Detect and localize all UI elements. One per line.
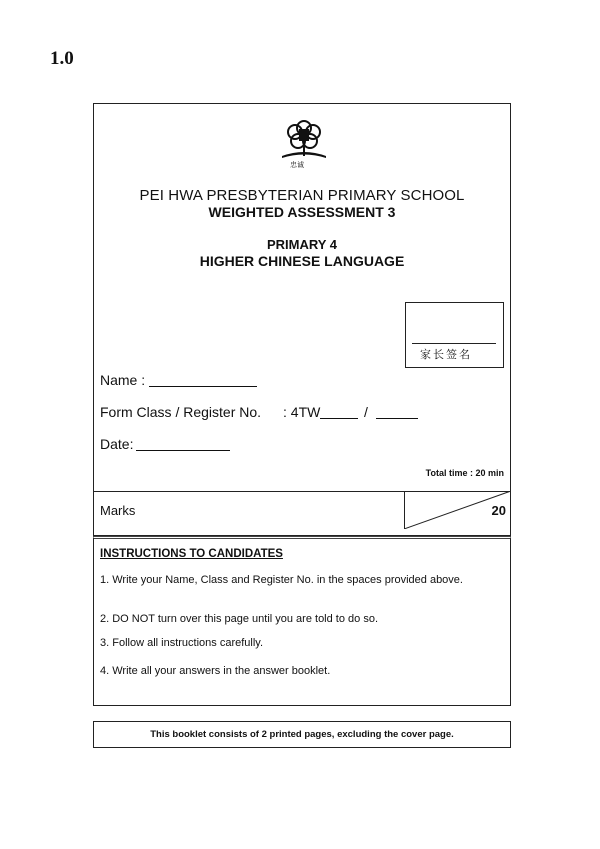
instruction-item: 3. Follow all instructions carefully.	[100, 637, 264, 649]
school-crest-icon	[274, 108, 334, 168]
instruction-item: 4. Write all your answers in the answer booklet.	[100, 665, 331, 677]
total-time: Total time : 20 min	[425, 468, 504, 478]
marks-label: Marks	[100, 503, 136, 518]
subject-title: HIGHER CHINESE LANGUAGE	[199, 253, 405, 269]
register-field[interactable]	[376, 418, 418, 419]
date-label: Date:	[100, 436, 134, 452]
school-name: PEI HWA PRESBYTERIAN PRIMARY SCHOOL	[139, 187, 465, 204]
page-number: 1.0	[50, 48, 74, 69]
signature-line	[412, 343, 496, 344]
class-field[interactable]	[320, 418, 358, 419]
instructions-title: INSTRUCTIONS TO CANDIDATES	[100, 548, 283, 560]
class-label: Form Class / Register No.	[100, 404, 262, 420]
assessment-title: WEIGHTED ASSESSMENT 3	[208, 204, 396, 220]
class-prefix: : 4TW	[283, 404, 321, 420]
level-title: PRIMARY 4	[266, 237, 338, 252]
name-field[interactable]	[149, 386, 257, 387]
footer-note: This booklet consists of 2 printed pages, excluding the cover page.	[150, 729, 454, 740]
marks-total: 20	[491, 503, 506, 518]
signature-label: 家长签名	[420, 348, 472, 361]
instruction-item: 1. Write your Name, Class and Register No. in the spaces provided above.	[100, 574, 463, 586]
name-label: Name :	[100, 372, 146, 388]
date-field[interactable]	[136, 450, 230, 451]
school-motto: 忠诚	[290, 161, 304, 169]
class-separator: /	[364, 404, 368, 420]
instruction-item: 2. DO NOT turn over this page until you are told to do so.	[100, 613, 378, 625]
